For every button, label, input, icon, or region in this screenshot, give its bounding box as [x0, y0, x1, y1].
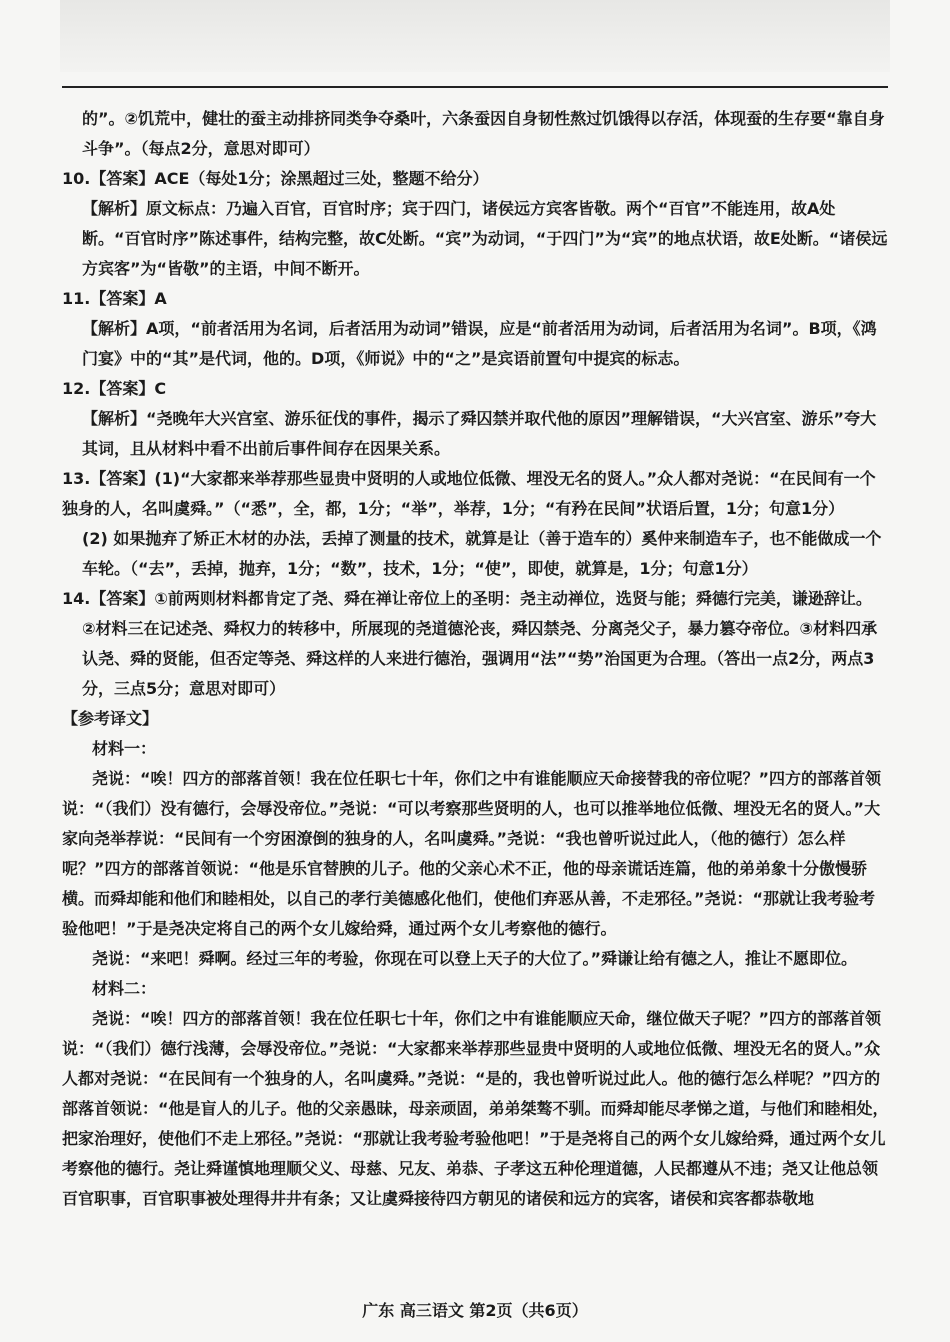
header-rule [62, 86, 888, 88]
paragraph: 【解析】原文标点：乃遍入百官，百官时序；宾于四门，诸侯远方宾客皆敬。两个“百官”不能连用，故A处断。“百官时序”陈述事件，结构完整，故C处断。“宾”为动词，“于四门”为“宾”的地点状语，故E处断。“诸侯远方宾客”为“皆敬”的主语，中间不断开。 [82, 199, 888, 278]
paragraph: 【解析】A项，“前者活用为名词，后者活用为动词”错误，应是“前者活用为动词，后者活用为名词”。B项，《鸿门宴》中的“其”是代词，他的。D项，《师说》中的“之”是宾语前置句中提宾的标志。 [82, 319, 877, 368]
paragraph: 材料二： [92, 979, 157, 998]
paragraph: 尧说：“唉！四方的部落首领！我在位任职七十年，你们之中有谁能顺应天命接替我的帝位呢？”四方的部落首领说：“（我们）没有德行，会辱没帝位。”尧说：“可以考察那些贤明的人，也可以推举地位低微、埋没无名的贤人。”大家向尧举荐说：“民间有一个穷困潦倒的独身的人，名叫虞舜。”尧说：“我也曾听说过此人，（他的德行）怎么样呢？”四方的部落首领说：“他是乐官替腴的儿子。他的父亲心术不正，他的母亲谎话连篇，他的弟弟象十分傲慢骄横。而舜却能和他们和睦相处，以自己的孝行美德感化他们，使他们弃恶从善，不走邪径。”尧说：“那就让我考验考验他吧！”于是尧决定将自己的两个女儿嫁给舜，通过两个女儿考察他的德行。 [62, 769, 882, 938]
answer-content [62, 104, 890, 1214]
paragraph: 11.【答案】A [62, 289, 167, 308]
page-footer: 广东 高三语文 第2页（共6页） [362, 1301, 588, 1320]
paragraph: 12.【答案】C [62, 379, 167, 398]
paragraph: 材料一： [92, 739, 157, 758]
paragraph: ②材料三在记述尧、舜权力的转移中，所展现的尧道德沦丧，舜囚禁尧、分离尧父子，暴力篡夺帝位。③材料四承认尧、舜的贤能，但否定等尧、舜这样的人来进行德治，强调用“法”“势”治国更为合理。（答出一点2分，两点3分，三点5分；意思对即可） [82, 619, 878, 698]
paragraph: 尧说：“来吧！舜啊。经过三年的考验，你现在可以登上天子的大位了。”舜谦让给有德之人，推让不愿即位。 [92, 949, 858, 968]
paragraph: 【参考译文】 [62, 709, 159, 728]
paragraph: (2) 如果抛弃了矫正木材的办法，丢掉了测量的技术，就算是让（善于造车的）奚仲来制造车子，也不能做成一个车轮。（“去”，丢掉，抛弃，1分；“数”，技术，1分；“使”，即使，就算是，1分；句意1分） [82, 529, 882, 578]
paragraph: 13.【答案】(1)“大家都来举荐那些显贵中贤明的人或地位低微、埋没无名的贤人。”众人都对尧说：“在民间有一个独身的人，名叫虞舜。”（“悉”，全，都，1分；“举”，举荐，1分；“有矜在民间”状语后置，1分；句意1分） [62, 469, 876, 518]
paragraph: 尧说：“唉！四方的部落首领！我在位任职七十年，你们之中有谁能顺应天命，继位做天子呢？”四方的部落首领说：“（我们）德行浅薄，会辱没帝位。”尧说：“大家都来举荐那些显贵中贤明的人或地位低微、埋没无名的贤人。”众人都对尧说：“在民间有一个独身的人，名叫虞舜。”尧说：“是的，我也曾听说过此人。他的德行怎么样呢？”四方的部落首领说：“他是盲人的儿子。他的父亲愚昧，母亲顽固，弟弟桀骜不驯。而舜却能尽孝悌之道，与他们和睦相处，把家治理好，使他们不走上邪径。”尧说：“那就让我考验考验他吧！”于是尧将自己的两个女儿嫁给舜，通过两个女儿考察他的德行。尧让舜谨慎地理顺父义、母慈、兄友、弟恭、子孝这五种伦理道德，人民都遵从不违；尧又让他总领百官职事，百官职事被处理得井井有条；又让虞舜接待四方朝见的诸侯和远方的宾客，诸侯和宾客都恭敬地 [62, 1009, 889, 1208]
scan-header-shadow [60, 0, 890, 72]
paragraph: 10.【答案】ACE（每处1分；涂黑超过三处，整题不给分） [62, 169, 489, 188]
paragraph: 的”。②饥荒中，健壮的蚕主动排挤同类争夺桑叶，六条蚕因自身韧性熬过饥饿得以存活，体现蚕的生存要“靠自身斗争”。（每点2分，意思对即可） [82, 109, 885, 158]
paragraph: 【解析】“尧晚年大兴宫室、游乐征伐的事件，揭示了舜囚禁并取代他的原因”理解错误，“大兴宫室、游乐”夸大其词，且从材料中看不出前后事件间存在因果关系。 [82, 409, 877, 458]
paragraph: 14.【答案】①前两则材料都肯定了尧、舜在禅让帝位上的圣明：尧主动禅位，选贤与能；舜德行完美，谦逊辞让。 [62, 589, 872, 608]
